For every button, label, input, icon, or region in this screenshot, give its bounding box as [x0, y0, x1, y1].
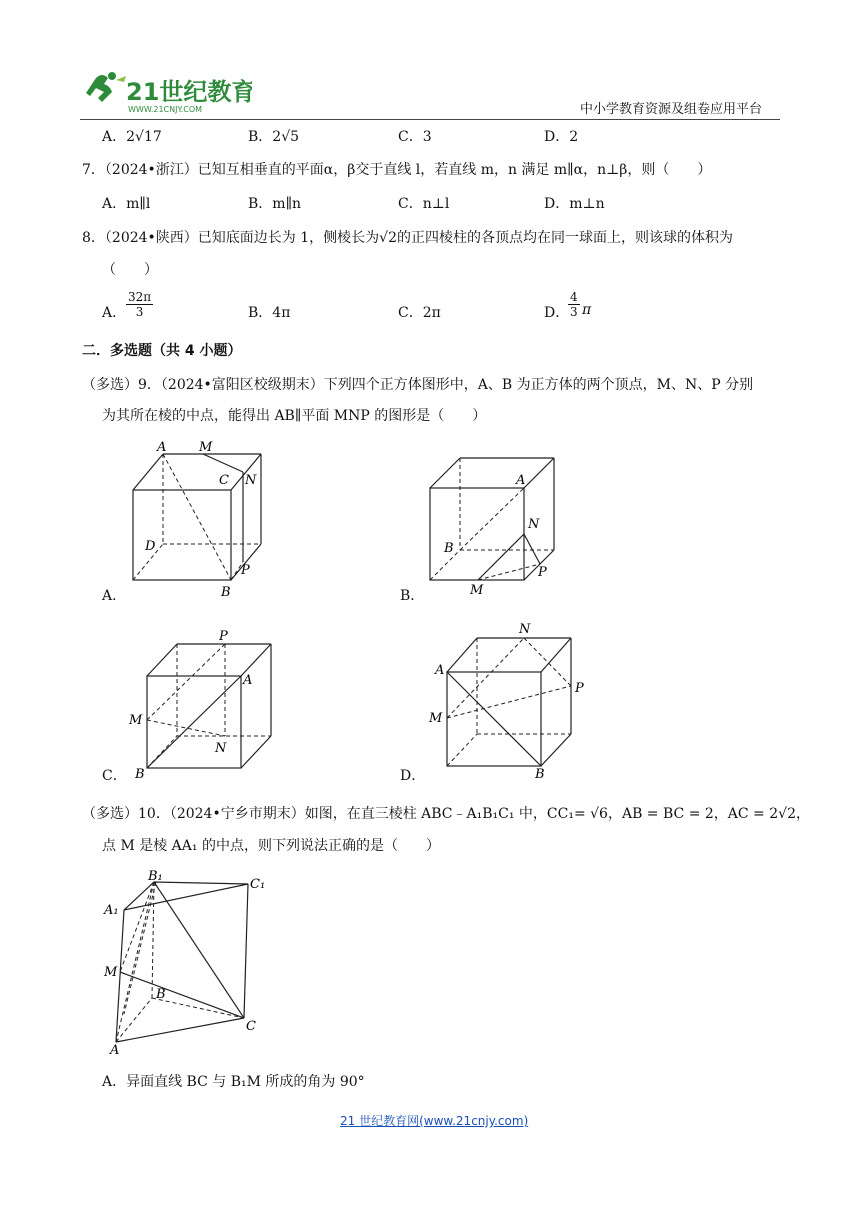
site-logo — [82, 70, 252, 116]
q7-option-b: B．m∥n — [248, 196, 302, 212]
fig-c-label-M: M — [129, 713, 143, 728]
platform-title: 中小学教育资源及组卷应用平台 — [580, 102, 763, 117]
q9-line2: 为其所在棱的中点，能得出 AB∥平面 MNP 的图形是（ ） — [102, 408, 487, 424]
q8-option-d-tail: π — [582, 302, 592, 318]
q8-stem: 8．（2024•陕西）已知底面边长为 1，侧棱长为√2的正四棱柱的各顶点均在同一球面上，则该球的体积为 — [82, 230, 733, 246]
figure-b-cube — [420, 448, 570, 598]
q6-option-a: A．2√17 — [102, 129, 162, 145]
prism-label-M: M — [104, 965, 118, 980]
q8-option-a-num: 32π — [128, 290, 152, 304]
figure-a-cube — [125, 438, 275, 598]
fig-d-label-M: M — [429, 711, 443, 726]
section-title: 二．多选题（共 4 小题） — [82, 343, 242, 359]
figure-c-cube — [125, 628, 285, 780]
footer-link[interactable]: 21 世纪教育网(www.21cnjy.com) — [340, 1114, 529, 1128]
q10-line2: 点 M 是棱 AA₁ 的中点，则下列说法正确的是（ ） — [102, 838, 440, 854]
prism-label-B1: B₁ — [148, 869, 163, 884]
q6-option-c: C．3 — [398, 129, 432, 145]
q7-stem: 7．（2024•浙江）已知互相垂直的平面α，β交于直线 l，若直线 m，n 满足 m∥α，n⊥β，则（ ） — [82, 162, 712, 178]
figure-prism — [100, 864, 280, 1054]
fig-b-label-A: A — [516, 473, 526, 488]
fig-c-option: C． — [102, 768, 127, 784]
q8-option-a-label: A． — [102, 305, 127, 321]
fig-a-label-N: N — [245, 473, 257, 488]
prism-label-B: B — [156, 987, 166, 1002]
fig-a-label-M: M — [199, 440, 213, 455]
q10-option-a: A．异面直线 BC 与 B₁M 所成的角为 90° — [102, 1074, 365, 1090]
fig-c-label-N: N — [215, 741, 227, 756]
q7-option-a: A．m∥l — [102, 196, 151, 212]
q8-option-a-fraction — [126, 290, 153, 319]
prism-label-C: C — [246, 1019, 256, 1034]
q6-option-d: D．2 — [544, 129, 579, 145]
q8-paren: （ ） — [102, 262, 158, 278]
q8-option-c: C．2π — [398, 305, 441, 321]
q8-option-d-label: D． — [544, 305, 570, 321]
q7-option-d: D．m⊥n — [544, 196, 605, 212]
fig-b-label-B: B — [444, 541, 454, 556]
fig-c-label-B: B — [135, 767, 145, 780]
q8-option-d-fraction — [568, 290, 580, 319]
q9-line1: （多选）9．（2024•富阳区校级期末）下列四个正方体图形中，A、B 为正方体的两个顶点，M、N、P 分别 — [82, 377, 754, 393]
logo-url: WWW.21CNJY.COM — [128, 105, 203, 114]
figure-d-cube — [425, 618, 595, 780]
fig-d-label-N: N — [519, 622, 531, 637]
fig-b-option: B． — [400, 588, 425, 604]
fig-a-option: A． — [102, 588, 127, 604]
fig-b-label-P: P — [538, 565, 547, 580]
fig-a-label-C: C — [219, 473, 229, 488]
fig-a-label-P: P — [241, 563, 250, 578]
q8-options — [82, 290, 682, 330]
q8-option-d-den: 3 — [570, 305, 578, 319]
fig-c-label-A: A — [243, 673, 253, 688]
q8-option-b: B．4π — [248, 305, 291, 321]
fig-b-label-N: N — [528, 517, 540, 532]
q6-option-b: B．2√5 — [248, 129, 300, 145]
fig-a-label-A: A — [157, 440, 167, 455]
fig-d-label-A: A — [435, 663, 445, 678]
q7-option-c: C．n⊥l — [398, 196, 450, 212]
q8-option-a-den: 3 — [135, 305, 144, 319]
header-divider — [80, 119, 780, 120]
fig-a-label-B: B — [221, 585, 231, 598]
prism-label-A1: A₁ — [104, 903, 119, 918]
fig-b-label-M: M — [470, 583, 484, 598]
fig-d-label-P: P — [575, 681, 584, 696]
logo-text: 21世纪教育 — [126, 78, 252, 106]
prism-label-A: A — [110, 1043, 120, 1054]
fig-d-label-B: B — [535, 767, 545, 780]
fig-c-label-P: P — [219, 629, 228, 644]
fig-d-option: D． — [400, 768, 426, 784]
q10-line1: （多选）10．（2024•宁乡市期末）如图，在直三棱柱 ABC﹣A₁B₁C₁ 中，CC₁= √6，AB = BC = 2，AC = 2√2， — [82, 806, 810, 822]
fig-a-label-D: D — [145, 539, 156, 554]
prism-label-C1: C₁ — [250, 877, 266, 892]
q8-option-d-num: 4 — [570, 290, 578, 304]
